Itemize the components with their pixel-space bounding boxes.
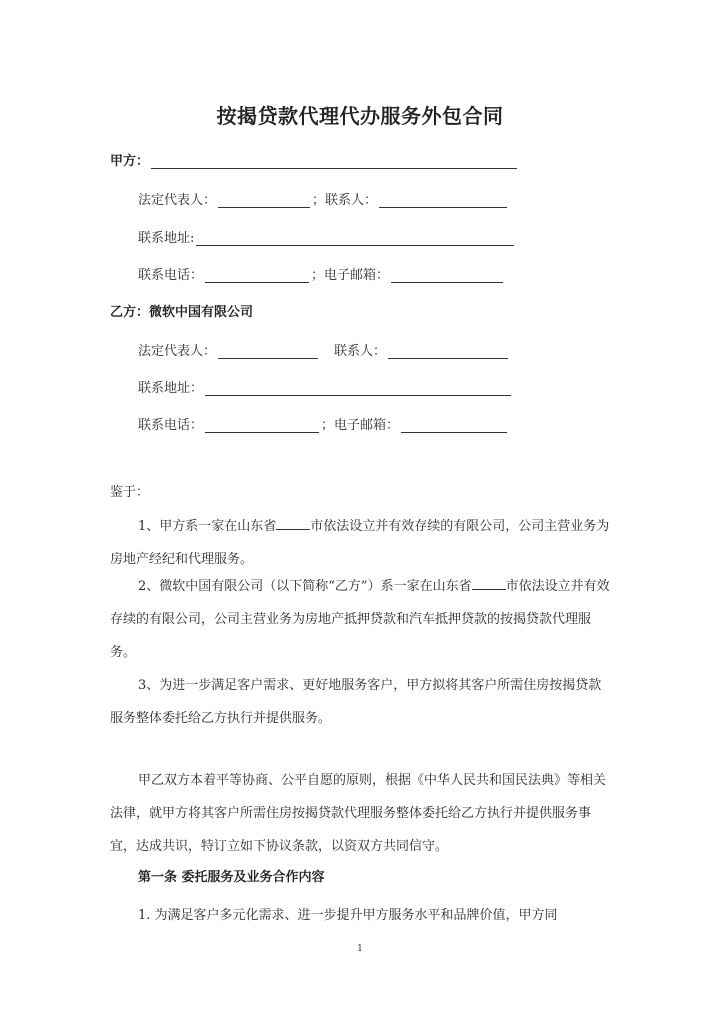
- party-a-email-field[interactable]: [391, 268, 503, 283]
- recital-2-after: 市依法设立并有效存续的有限公司，公司主营业务为房地产抵押贷款和汽车抵押贷款的按揭贷款代理服务。: [110, 579, 610, 660]
- recital-1-after: 市依法设立并有效存续的有限公司，公司主营业务为房地产经纪和代理服务。: [110, 519, 610, 567]
- party-b-label: 乙方：: [110, 305, 150, 320]
- party-a-contact-field[interactable]: [379, 193, 507, 208]
- party-b-email-field[interactable]: [401, 418, 507, 433]
- party-a-email-label: 电子邮箱：: [324, 268, 390, 283]
- party-a-phone-label: 联系电话：: [138, 268, 204, 283]
- party-b-contact-field[interactable]: [388, 344, 508, 359]
- recital-3-text: 3、为进一步满足客户需求、更好地服务客户，甲方拟将其客户所需住房按揭贷款服务整体委托给乙方执行并提供服务。: [110, 678, 602, 726]
- party-b-rep-row: [138, 340, 510, 359]
- city-blank-2[interactable]: [472, 577, 506, 590]
- party-b-phone-row: [138, 414, 509, 433]
- separator: ；: [321, 418, 335, 433]
- party-b-address-label: 联系地址：: [138, 381, 204, 396]
- party-a-legal-rep-field[interactable]: [218, 193, 310, 208]
- party-a-address-row: [138, 227, 516, 246]
- document-title: 按揭贷款代理代办服务外包合同: [216, 104, 504, 128]
- party-a-address-label: 联系地址:: [138, 231, 195, 246]
- agreement-paragraph: [110, 764, 610, 863]
- city-blank-1[interactable]: [276, 517, 310, 530]
- separator: ；: [311, 268, 325, 283]
- party-b-contact-label: 联系人：: [334, 344, 387, 359]
- party-b-address-field[interactable]: [205, 381, 511, 396]
- party-b-row: [110, 301, 253, 320]
- party-b-phone-field[interactable]: [205, 418, 319, 433]
- recital-1: [110, 510, 610, 576]
- party-b-legal-rep-field[interactable]: [218, 344, 318, 359]
- whereas-label: 鉴于：: [110, 485, 150, 500]
- party-b-address-row: [138, 377, 513, 396]
- party-a-legal-rep-label: 法定代表人：: [138, 193, 217, 208]
- page-number: 1: [357, 944, 363, 954]
- party-a-rep-row: [138, 189, 509, 208]
- party-a-name-field[interactable]: [151, 154, 517, 169]
- party-a-phone-row: [138, 264, 505, 283]
- party-b-phone-label: 联系电话：: [138, 418, 204, 433]
- separator: ；: [312, 193, 326, 208]
- party-a-label: 甲方：: [110, 154, 150, 169]
- party-b-legal-rep-label: 法定代表人：: [138, 344, 217, 359]
- recital-2: [110, 570, 610, 669]
- recital-1-before: 1、甲方系一家在山东省: [138, 519, 277, 534]
- recital-2-before: 2、微软中国有限公司（以下简称“乙方”）系一家在山东省: [138, 579, 472, 594]
- party-b-name: 微软中国有限公司: [149, 305, 254, 320]
- agreement-text: 甲乙双方本着平等协商、公平自愿的原则，根据《中华人民共和国民法典》等相关法律，就甲方将其客户所需住房按揭贷款代理服务整体委托给乙方执行并提供服务事宜，达成共识，特订立如下协议条款，以资双方共同信守。: [110, 773, 607, 854]
- article-1-title: 第一条 委托服务及业务合作内容: [138, 870, 325, 885]
- article-1-item-1: 1. 为满足客户多元化需求、进一步提升甲方服务水平和品牌价值，甲方同: [138, 908, 558, 923]
- party-a-address-field[interactable]: [196, 231, 514, 246]
- party-a-contact-label: 联系人：: [325, 193, 378, 208]
- recital-3: [110, 669, 610, 735]
- party-b-email-label: 电子邮箱：: [334, 418, 400, 433]
- party-a-row: [110, 150, 519, 169]
- party-a-phone-field[interactable]: [205, 268, 309, 283]
